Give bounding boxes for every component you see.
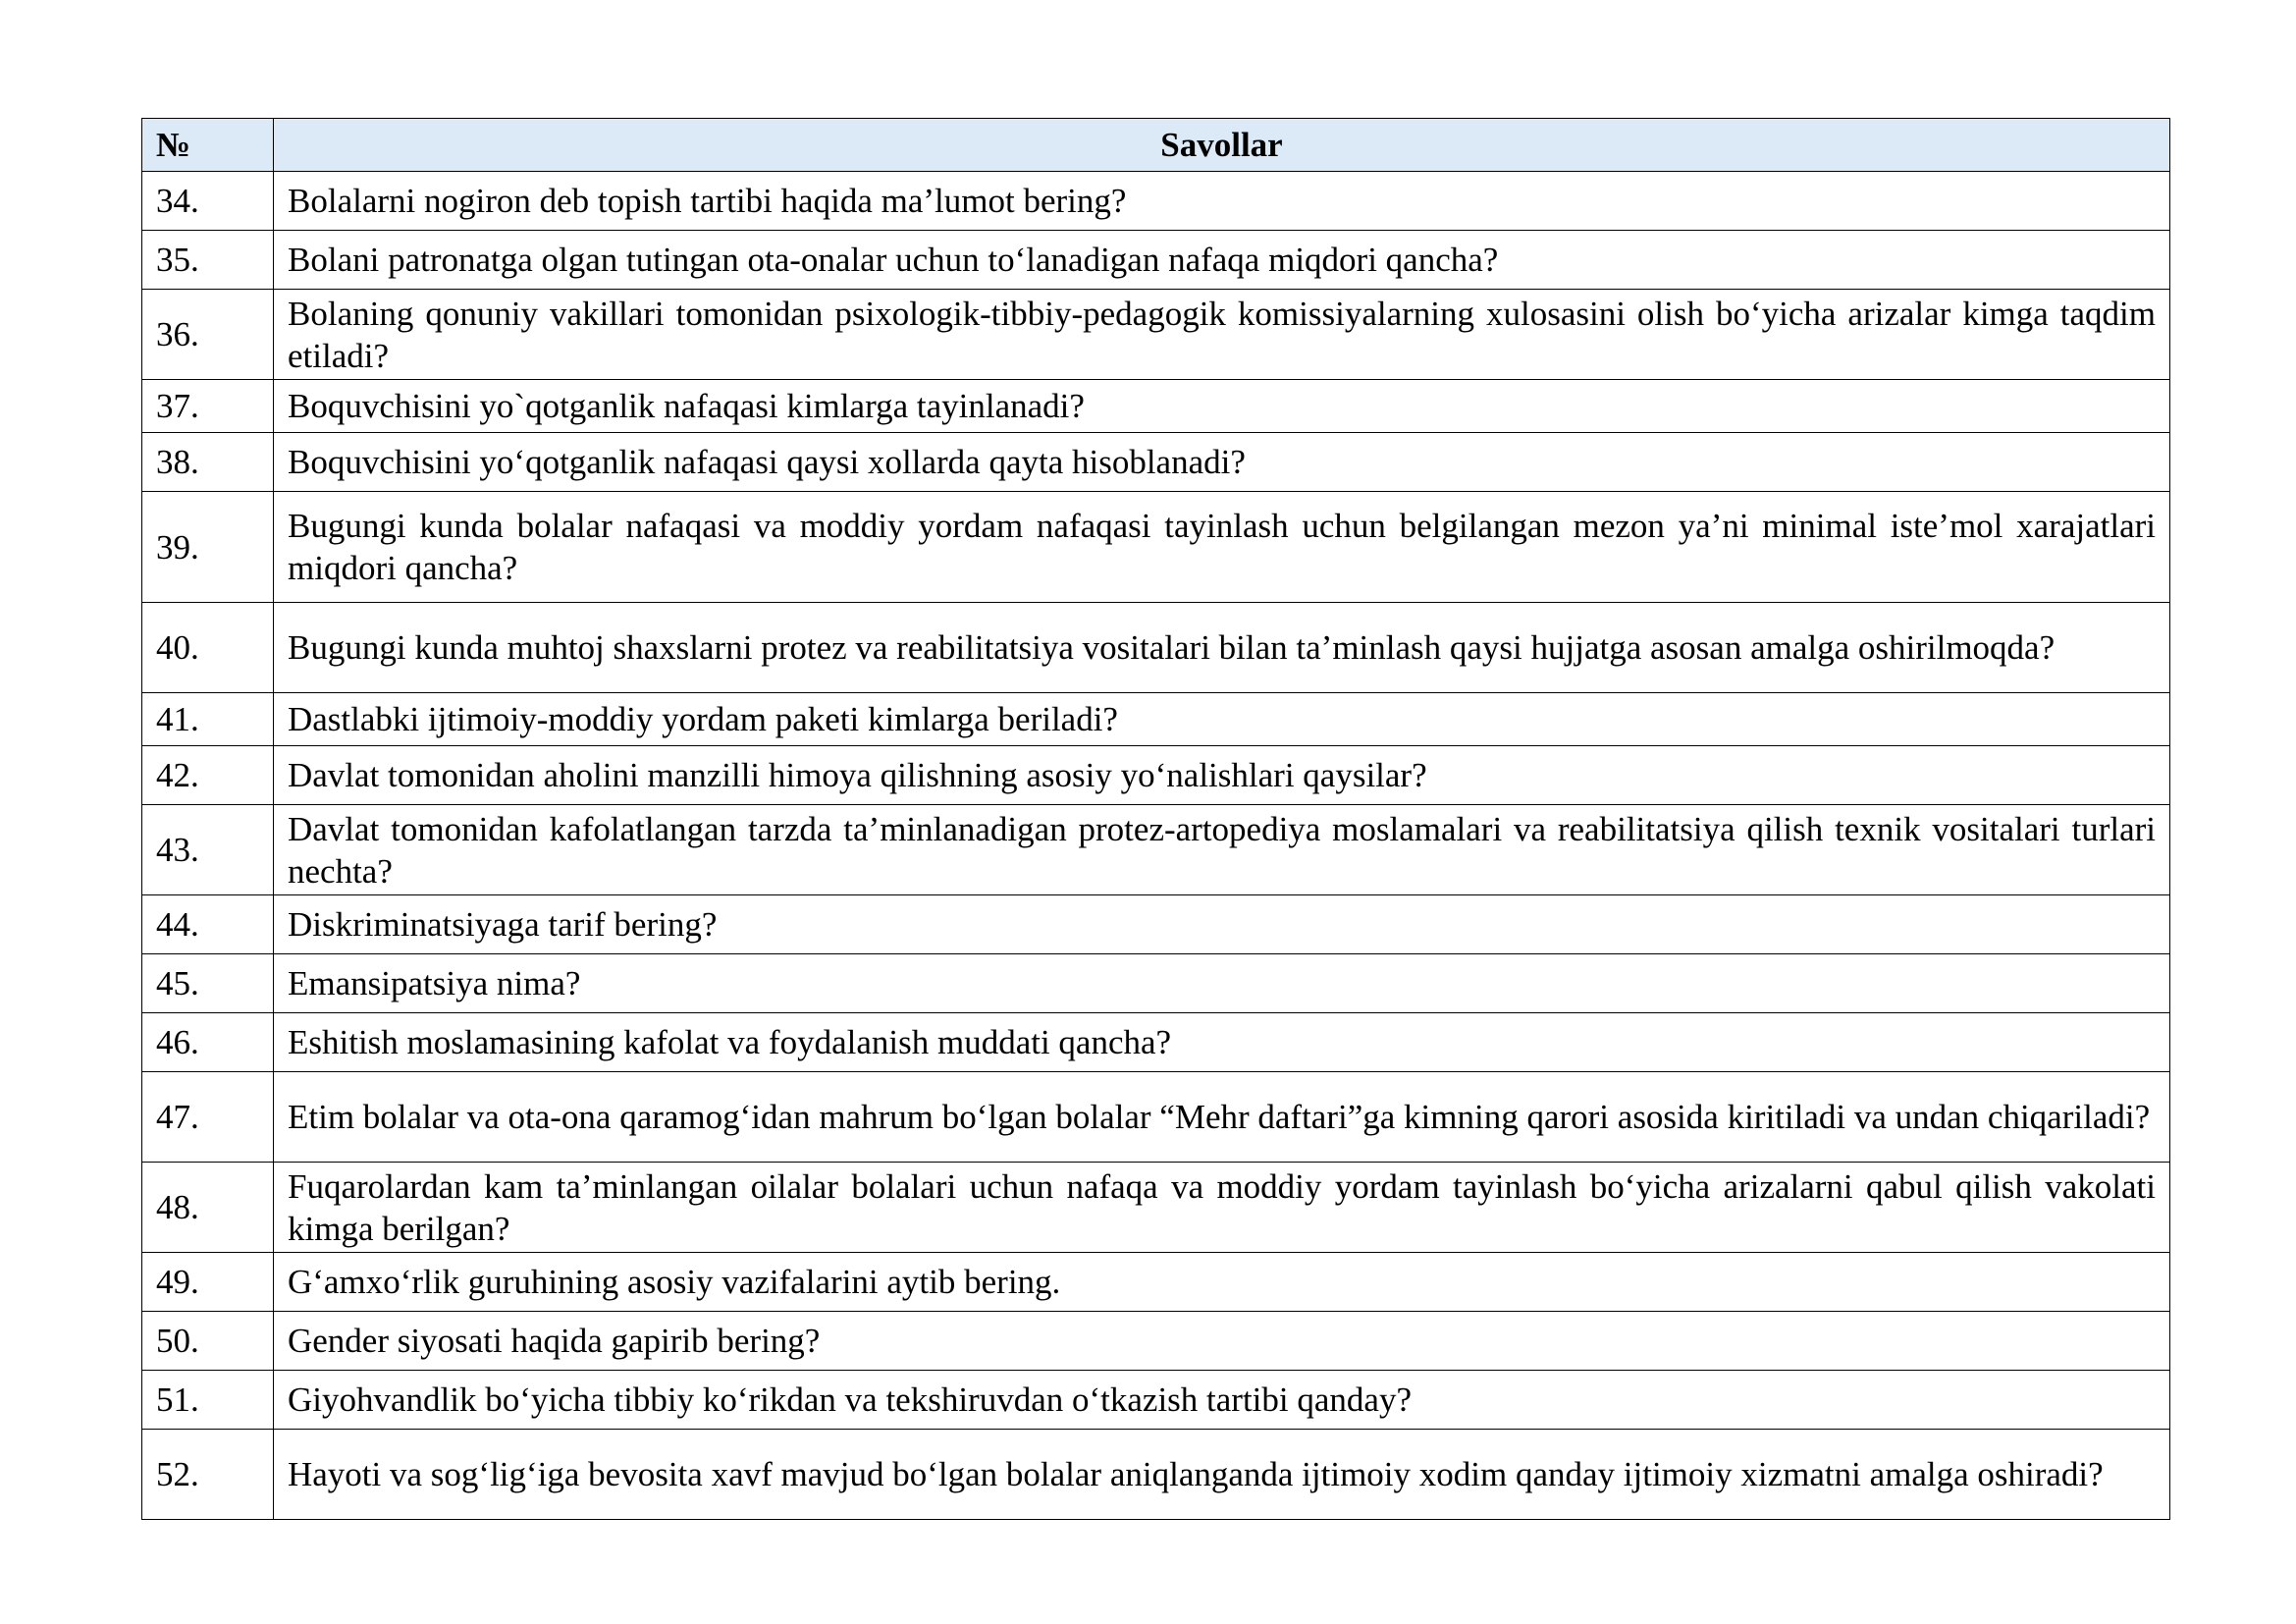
question-number: 42.	[142, 746, 274, 805]
question-text: Emansipatsiya nima?	[274, 954, 2170, 1013]
question-number: 44.	[142, 895, 274, 954]
table-row	[142, 1430, 2170, 1520]
question-number: 48.	[142, 1163, 274, 1253]
table-row	[142, 603, 2170, 693]
question-number: 35.	[142, 231, 274, 290]
question-number: 51.	[142, 1371, 274, 1430]
question-number: 34.	[142, 172, 274, 231]
question-number: 37.	[142, 380, 274, 433]
question-text: Giyohvandlik bo‘yicha tibbiy ko‘rikdan va tekshiruvdan o‘tkazish tartibi qanday?	[274, 1371, 2170, 1430]
question-text: Boquvchisini yo‘qotganlik nafaqasi qaysi xollarda qayta hisoblanadi?	[274, 433, 2170, 492]
question-text: Hayoti va sog‘lig‘iga bevosita xavf mavjud bo‘lgan bolalar aniqlanganda ijtimoiy xodim qanday ijtimoiy xizmatni amalga oshiradi?	[274, 1430, 2170, 1520]
question-number: 50.	[142, 1312, 274, 1371]
table-header-row	[142, 119, 2170, 172]
table-row	[142, 231, 2170, 290]
question-number: 40.	[142, 603, 274, 693]
questions-table	[141, 118, 2170, 1520]
question-text: Bugungi kunda muhtoj shaxslarni protez va reabilitatsiya vositalari bilan ta’minlash qaysi hujjatga asosan amalga oshirilmoqda?	[274, 603, 2170, 693]
table-row	[142, 1253, 2170, 1312]
question-text: Etim bolalar va ota-ona qaramog‘idan mahrum bo‘lgan bolalar “Mehr daftari”ga kimning qarori asosida kiritiladi va undan chiqariladi?	[274, 1072, 2170, 1163]
question-text: Bugungi kunda bolalar nafaqasi va moddiy yordam nafaqasi tayinlash uchun belgilangan mezon ya’ni minimal iste’mol xarajatlari miqdori qancha?	[274, 492, 2170, 603]
questions-column-header: Savollar	[274, 119, 2170, 172]
question-text: Dastlabki ijtimoiy-moddiy yordam paketi kimlarga beriladi?	[274, 693, 2170, 746]
question-text: Davlat tomonidan kafolatlangan tarzda ta’minlanadigan protez-artopediya moslamalari va reabilitatsiya qilish texnik vositalari turlari nechta?	[274, 805, 2170, 895]
question-number: 52.	[142, 1430, 274, 1520]
question-text: Boquvchisini yo`qotganlik nafaqasi kimlarga tayinlanadi?	[274, 380, 2170, 433]
question-text: Davlat tomonidan aholini manzilli himoya qilishning asosiy yo‘nalishlari qaysilar?	[274, 746, 2170, 805]
table-row	[142, 954, 2170, 1013]
table-row	[142, 693, 2170, 746]
table-row	[142, 290, 2170, 380]
question-number: 49.	[142, 1253, 274, 1312]
question-text: Bolaning qonuniy vakillari tomonidan psixologik-tibbiy-pedagogik komissiyalarning xulosasini olish bo‘yicha arizalar kimga taqdim etiladi?	[274, 290, 2170, 380]
table-row	[142, 1312, 2170, 1371]
question-text: Diskriminatsiyaga tarif bering?	[274, 895, 2170, 954]
table-row	[142, 805, 2170, 895]
table-row	[142, 746, 2170, 805]
number-column-header: №	[142, 119, 274, 172]
question-number: 45.	[142, 954, 274, 1013]
table-row	[142, 380, 2170, 433]
table-row	[142, 433, 2170, 492]
question-text: Bolalarni nogiron deb topish tartibi haqida ma’lumot bering?	[274, 172, 2170, 231]
table-row	[142, 172, 2170, 231]
table-row	[142, 492, 2170, 603]
question-number: 39.	[142, 492, 274, 603]
question-text: G‘amxo‘rlik guruhining asosiy vazifalarini aytib bering.	[274, 1253, 2170, 1312]
table-row	[142, 1371, 2170, 1430]
questions-table-body	[142, 172, 2170, 1520]
question-number: 38.	[142, 433, 274, 492]
table-row	[142, 1072, 2170, 1163]
question-text: Bolani patronatga olgan tutingan ota-onalar uchun to‘lanadigan nafaqa miqdori qancha?	[274, 231, 2170, 290]
question-number: 36.	[142, 290, 274, 380]
table-row	[142, 1013, 2170, 1072]
question-number: 46.	[142, 1013, 274, 1072]
question-number: 43.	[142, 805, 274, 895]
question-text: Fuqarolardan kam ta’minlangan oilalar bolalari uchun nafaqa va moddiy yordam tayinlash bo‘yicha arizalarni qabul qilish vakolati kimga berilgan?	[274, 1163, 2170, 1253]
question-number: 47.	[142, 1072, 274, 1163]
question-text: Eshitish moslamasining kafolat va foydalanish muddati qancha?	[274, 1013, 2170, 1072]
question-text: Gender siyosati haqida gapirib bering?	[274, 1312, 2170, 1371]
question-number: 41.	[142, 693, 274, 746]
table-row	[142, 1163, 2170, 1253]
table-row	[142, 895, 2170, 954]
